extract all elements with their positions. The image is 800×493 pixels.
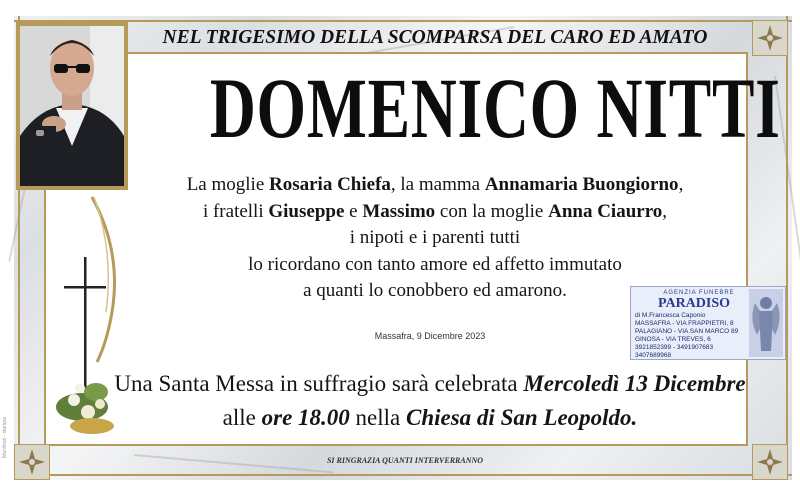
funeral-agency-box (630, 286, 786, 360)
family-line-1: La moglie Rosaria Chiefa, la mamma Annamaria Buongiorno, (186, 174, 684, 195)
gold-border-bottom (14, 474, 792, 476)
family-line-5: a quanti lo conobbero ed amarono. (303, 280, 567, 301)
agency-label: AGENZIA FUNEBRE (663, 290, 735, 296)
gold-border-top (14, 20, 792, 22)
agency-address-1: MASSAFRA - VIA FRAPPIETRI, 8 (635, 320, 734, 327)
deceased-name: DOMENICO NITTI (209, 60, 781, 156)
thanks-line: SI RINGRAZIA QUANTI INTERVERRANNO (326, 456, 484, 465)
corner-ornament-bottom-right (752, 444, 788, 480)
agency-phone-2: 3407689968 (635, 352, 672, 359)
gold-border-right (786, 16, 788, 480)
mass-line-1: Una Santa Messa in suffragio sarà celebrata Mercoledì 13 Dicembre (114, 371, 746, 396)
angel-icon (749, 289, 783, 357)
family-line-4: lo ricordano con tanto amore ed affetto immutato (248, 253, 622, 275)
agency-phone-1: 3921852399 - 3491907683 (635, 344, 714, 351)
family-line-2: i fratelli Giuseppe e Massimo con la moglie Anna Ciaurro, (202, 200, 668, 222)
date-line: Massafra, 9 Dicembre 2023 (374, 331, 486, 341)
agency-owner: di M.Francesca Caponio (635, 312, 706, 319)
mass-announcement (110, 367, 750, 435)
agency-address-3: GINOSA - VIA TREVES, 6 (635, 336, 711, 343)
family-announcement (130, 172, 740, 305)
corner-ornament-bottom-left (14, 444, 50, 480)
mass-line-2: alle ore 18.00 nella Chiesa di San Leopoldo. (222, 405, 638, 430)
agency-address-2: PALAGIANO - VIA SAN MARCO 89 (635, 328, 739, 335)
side-credit: Manifesti - stampa (2, 417, 8, 458)
agency-brand: PARADISO (657, 296, 731, 311)
portrait-photo (16, 22, 128, 190)
corner-ornament-top-right (752, 20, 788, 56)
top-heading: NEL TRIGESIMO DELLA SCOMPARSA DEL CARO ED AMATO (162, 27, 708, 48)
family-line-3: i nipoti e i parenti tutti (349, 227, 521, 248)
